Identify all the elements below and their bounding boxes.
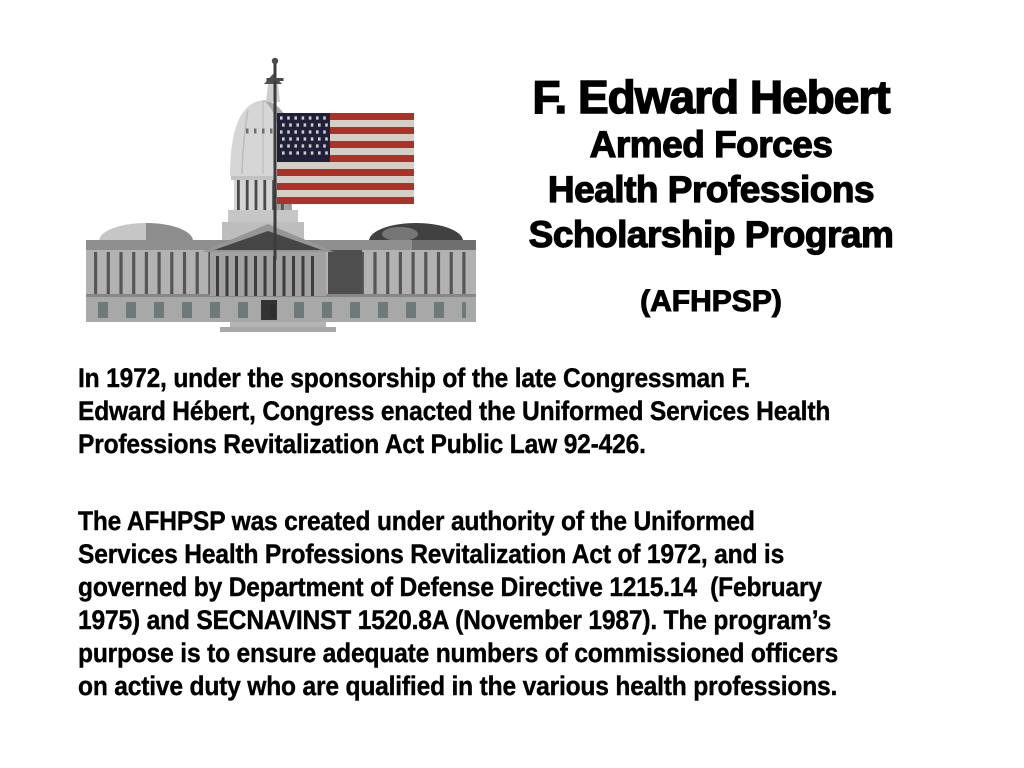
flag-canton — [277, 113, 330, 162]
body-text — [78, 362, 1008, 703]
slide-title-line: Scholarship Program — [528, 214, 894, 255]
slide-title-line: Health Professions — [547, 169, 875, 210]
us-flag — [277, 113, 414, 204]
slide-title-line: F. Edward Hebert — [532, 71, 890, 123]
body-line: on active duty who are qualified in the various health professions. — [78, 671, 838, 701]
body-line: governed by Department of Defense Directive 1215.14 (February — [78, 572, 822, 602]
title-acronym: (AFHPSP) — [640, 285, 782, 318]
paragraph-2 — [78, 505, 1008, 703]
body-line: Services Health Professions Revitalization Act of 1972, and is — [78, 539, 785, 569]
body-line: purpose is to ensure adequate numbers of commissioned officers — [78, 638, 839, 668]
body-line: In 1972, under the sponsorship of the late Congressman F. — [78, 363, 751, 393]
body-line: The AFHPSP was created under authority of the Uniformed — [78, 506, 755, 536]
body-line: Edward Hébert, Congress enacted the Uniformed Services Health — [78, 396, 831, 426]
paragraph-1 — [78, 362, 1008, 461]
slide-title-line: Armed Forces — [589, 124, 833, 165]
capitol-flag-image — [82, 54, 482, 338]
body-line: 1975) and SECNAVINST 1520.8A (November 1987). The program’s — [78, 605, 832, 635]
title-block — [468, 72, 954, 320]
capitol-flag-svg — [82, 54, 482, 338]
body-line: Professions Revitalization Act Public Law 92-426. — [78, 429, 646, 459]
